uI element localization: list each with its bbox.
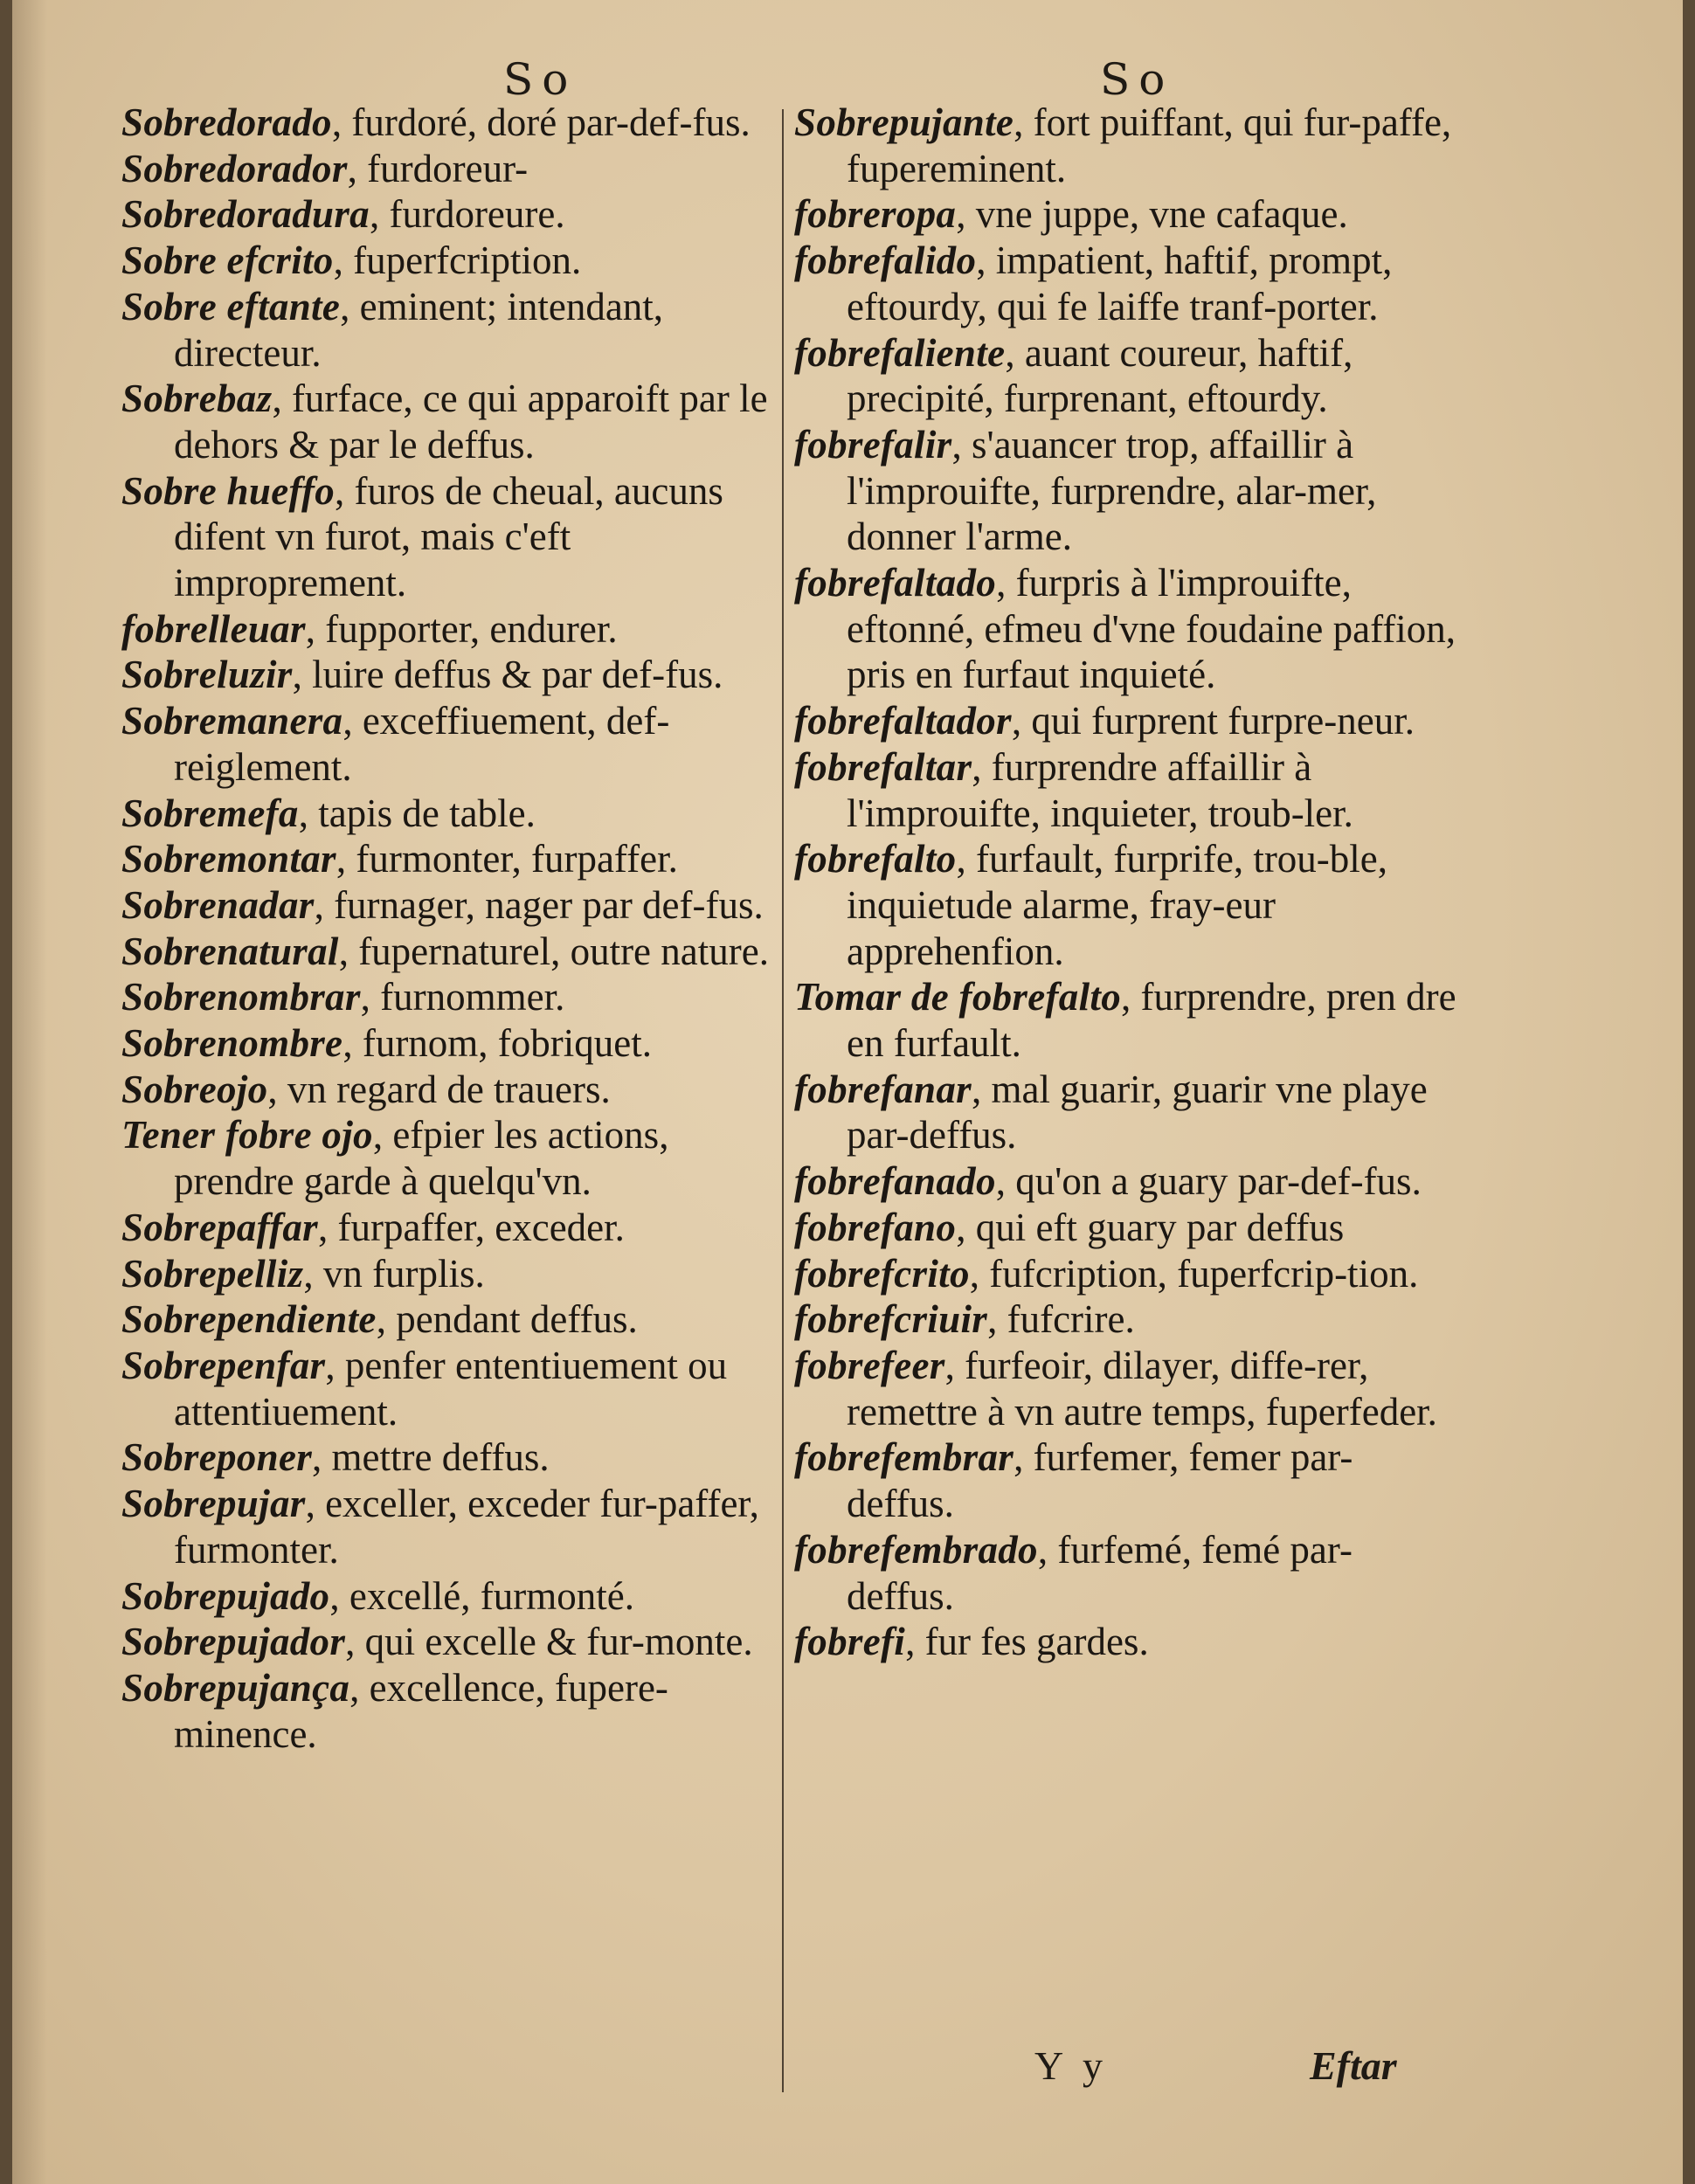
entry-definition: , qui furprent furpre-neur. <box>1011 699 1415 743</box>
entry-headword: Sobrenadar <box>121 882 315 927</box>
entry-definition: , penfer ententiuement ou attentiuement. <box>174 1343 728 1434</box>
entry-definition: , furdoré, doré par-def-fus. <box>331 100 751 144</box>
entry-definition: , furnommer. <box>360 975 565 1019</box>
entry-headword: fobrefaltador <box>794 699 1012 743</box>
entry-headword: fobrefaltado <box>794 561 997 605</box>
dictionary-entry <box>121 698 781 790</box>
dictionary-entry <box>121 929 781 975</box>
entry-definition: , furnom, fobriquet. <box>342 1021 652 1066</box>
dictionary-entry <box>121 1481 781 1572</box>
entry-definition: , qui eft guary par deffus <box>956 1205 1345 1249</box>
dictionary-entry <box>121 1112 781 1204</box>
entry-headword: Sobrenatural <box>121 929 339 973</box>
entry-definition: , vne juppe, vne cafaque. <box>956 192 1348 237</box>
entry-definition: , impatient, haftif, prompt, eftourdy, qui fe laiffe tranf-porter. <box>847 238 1393 328</box>
entry-definition: , luire deffus & par def-fus. <box>292 653 723 697</box>
entry-headword: Tomar de fobrefalto <box>794 975 1122 1019</box>
entry-definition: , fuperfcription. <box>333 238 582 283</box>
catchword: Eftar <box>1310 2043 1397 2088</box>
entry-headword: Sobreluzir <box>121 653 293 697</box>
dictionary-entry <box>794 1205 1458 1251</box>
entry-definition: , furfemé, femé par-deffus. <box>847 1527 1353 1618</box>
entry-headword: Sobre efcrito <box>121 238 334 283</box>
entry-definition: , furfemer, femer par-deffus. <box>847 1435 1353 1526</box>
entry-definition: , mettre deffus. <box>312 1435 550 1480</box>
entry-definition: , furprendre, pren dre en furfault. <box>847 975 1456 1066</box>
entry-headword: Sobredorador <box>121 146 348 190</box>
entry-definition: , auant coureur, haftif, precipité, furprenant, eftourdy. <box>847 330 1353 421</box>
entry-definition: , excellence, fupere-minence. <box>174 1665 668 1756</box>
entry-headword: Sobrenombre <box>121 1021 343 1066</box>
entry-definition: , furpris à l'improuifte, eftonné, efmeu d'vne foudaine paffion, pris en furfaut inquieté. <box>847 561 1456 697</box>
dictionary-entry <box>121 652 781 698</box>
entry-definition: , mal guarir, guarir vne playe par-deffus. <box>847 1067 1428 1158</box>
dictionary-entry <box>794 422 1458 560</box>
dictionary-entry <box>121 1619 781 1665</box>
dictionary-entry <box>121 1573 781 1620</box>
entry-headword: fobrefanar <box>794 1067 972 1111</box>
entry-headword: Sobrepelliz <box>121 1251 304 1296</box>
dictionary-entry <box>121 191 781 238</box>
entry-definition: , tapis de table. <box>298 791 536 835</box>
entry-definition: , fort puiffant, qui fur-paffe, fupereminent. <box>847 100 1452 190</box>
entry-definition: , furos de cheual, aucuns difent vn furot, mais c'eft improprement. <box>174 468 723 605</box>
entry-definition: , excellé, furmonté. <box>329 1573 634 1618</box>
entry-definition: , efpier les actions, prendre garde à quelqu'vn. <box>174 1113 669 1204</box>
entry-headword: fobrefalido <box>794 238 977 283</box>
dictionary-entry <box>121 882 781 929</box>
entry-headword: Sobre eftante <box>121 284 341 328</box>
entry-definition: , eminent; intendant, directeur. <box>174 284 664 375</box>
entry-headword: Sobrepujante <box>794 100 1014 144</box>
entry-definition: , pendant deffus. <box>376 1297 638 1342</box>
entry-headword: fobrefalto <box>794 837 957 881</box>
entry-definition: , qui excelle & fur-monte. <box>345 1620 753 1664</box>
dictionary-entry <box>121 836 781 882</box>
dictionary-entry <box>794 1527 1458 1619</box>
entry-headword: Sobrepaffar <box>121 1205 318 1249</box>
entry-headword: Sobrenombrar <box>121 975 361 1019</box>
dictionary-entry <box>121 1020 781 1067</box>
entry-definition: , vn regard de trauers. <box>267 1067 611 1111</box>
dictionary-entry <box>121 468 781 606</box>
entry-headword: Sobrepujador <box>121 1620 346 1664</box>
entry-headword: fobrefaltar <box>794 744 972 789</box>
dictionary-entry <box>121 284 781 376</box>
dictionary-entry <box>794 836 1458 974</box>
entry-definition: , vn furplis. <box>303 1251 485 1296</box>
dictionary-entry <box>794 191 1458 238</box>
right-column <box>794 100 1458 1665</box>
dictionary-entry <box>121 791 781 837</box>
entry-headword: fobrefi <box>794 1620 906 1664</box>
entry-headword: fobrefcriuir <box>794 1297 988 1342</box>
entry-headword: fobreropa <box>794 192 957 237</box>
entry-definition: , fur fes gardes. <box>905 1620 1149 1664</box>
dictionary-entry <box>794 974 1458 1066</box>
dictionary-entry <box>121 1205 781 1251</box>
dictionary-entry <box>121 238 781 284</box>
entry-headword: fobrefanado <box>794 1159 996 1204</box>
dictionary-entry <box>121 146 781 192</box>
entry-headword: fobrefcrito <box>794 1251 970 1296</box>
entry-definition: , s'auancer trop, affaillir à l'improuifte, furprendre, alar-mer, donner l'arme. <box>847 422 1377 559</box>
entry-definition: , furdoreur- <box>347 146 529 190</box>
entry-headword: Sobrepujança <box>121 1665 350 1710</box>
entry-definition: , furpaffer, exceder. <box>317 1205 625 1249</box>
dictionary-entry <box>794 1434 1458 1526</box>
entry-headword: Sobreojo <box>121 1067 268 1111</box>
dictionary-entry <box>794 560 1458 698</box>
entry-definition: , furmonter, furpaffer. <box>336 837 678 881</box>
entry-headword: Sobrepenfar <box>121 1343 326 1387</box>
dictionary-entry <box>121 1251 781 1297</box>
running-head-left: So <box>503 54 578 105</box>
entry-headword: fobrefembrado <box>794 1527 1038 1572</box>
entry-headword: Tener fobre ojo <box>121 1113 373 1158</box>
entry-headword: Sobreponer <box>121 1435 313 1480</box>
dictionary-entry <box>794 1251 1458 1297</box>
dictionary-entry <box>121 974 781 1020</box>
dictionary-entry <box>794 238 1458 329</box>
dictionary-entry <box>121 1067 781 1113</box>
dictionary-entry <box>794 330 1458 422</box>
entry-headword: Sobrepujado <box>121 1573 330 1618</box>
entry-definition: , furnager, nager par def-fus. <box>314 882 764 927</box>
dictionary-entry <box>121 1343 781 1434</box>
dictionary-entry <box>794 100 1458 191</box>
entry-headword: fobrefaliente <box>794 330 1006 375</box>
entry-headword: Sobremefa <box>121 791 299 835</box>
dictionary-entry <box>121 100 781 146</box>
column-divider <box>782 109 784 2092</box>
entry-definition: , fupporter, endurer. <box>305 606 618 651</box>
entry-definition: , furprendre affaillir à l'improuifte, inquieter, troub-ler. <box>847 744 1353 835</box>
entry-headword: fobrefano <box>794 1205 957 1249</box>
page-edge-shadow <box>12 0 47 2184</box>
entry-headword: fobrefembrar <box>794 1435 1014 1480</box>
entry-headword: fobrefeer <box>794 1343 945 1387</box>
entry-headword: Sobremanera <box>121 699 343 743</box>
left-column <box>121 100 781 1757</box>
dictionary-entry <box>121 1665 781 1757</box>
entry-headword: Sobredorado <box>121 100 332 144</box>
entry-definition: , fufcription, fuperfcrip-tion. <box>969 1251 1419 1296</box>
dictionary-entry <box>121 376 781 467</box>
entry-definition: , furfeoir, dilayer, diffe-rer, remettre à vn autre temps, fuperfeder. <box>847 1343 1437 1434</box>
dictionary-entry <box>794 698 1458 744</box>
dictionary-entry <box>121 1296 781 1343</box>
dictionary-entry <box>794 1067 1458 1158</box>
entry-headword: Sobremontar <box>121 837 336 881</box>
entry-definition: , qu'on a guary par-def-fus. <box>995 1159 1422 1204</box>
entry-definition: , exceller, exceder fur-paffer, furmonter. <box>174 1482 759 1572</box>
entry-definition: , furface, ce qui apparoift par le dehors & par le deffus. <box>174 377 768 467</box>
entry-headword: Sobrependiente <box>121 1297 377 1342</box>
signature-mark: Y y <box>1034 2043 1109 2088</box>
entry-headword: fobrefalir <box>794 422 952 467</box>
dictionary-entry <box>794 1619 1458 1665</box>
dictionary-entry <box>794 1343 1458 1434</box>
entry-headword: Sobre hueffo <box>121 468 336 513</box>
entry-definition: , fufcrire. <box>987 1297 1135 1342</box>
entry-headword: Sobredoradura <box>121 192 370 237</box>
dictionary-page <box>12 0 1683 2184</box>
entry-definition: , fupernaturel, outre nature. <box>338 929 769 973</box>
running-head-right: So <box>1100 54 1174 105</box>
entry-headword: Sobrebaz <box>121 377 273 421</box>
entry-definition: , furfault, furprife, trou-ble, inquietude alarme, fray-eur apprehenfion. <box>847 837 1388 973</box>
dictionary-entry <box>794 1158 1458 1205</box>
entry-definition: , exceffiuement, def-reiglement. <box>174 699 670 789</box>
entry-headword: Sobrepujar <box>121 1482 306 1526</box>
entry-headword: fobrelleuar <box>121 606 306 651</box>
dictionary-entry <box>794 1296 1458 1343</box>
entry-definition: , furdoreure. <box>369 192 565 237</box>
dictionary-entry <box>121 1434 781 1481</box>
dictionary-entry <box>794 744 1458 836</box>
dictionary-entry <box>121 606 781 653</box>
